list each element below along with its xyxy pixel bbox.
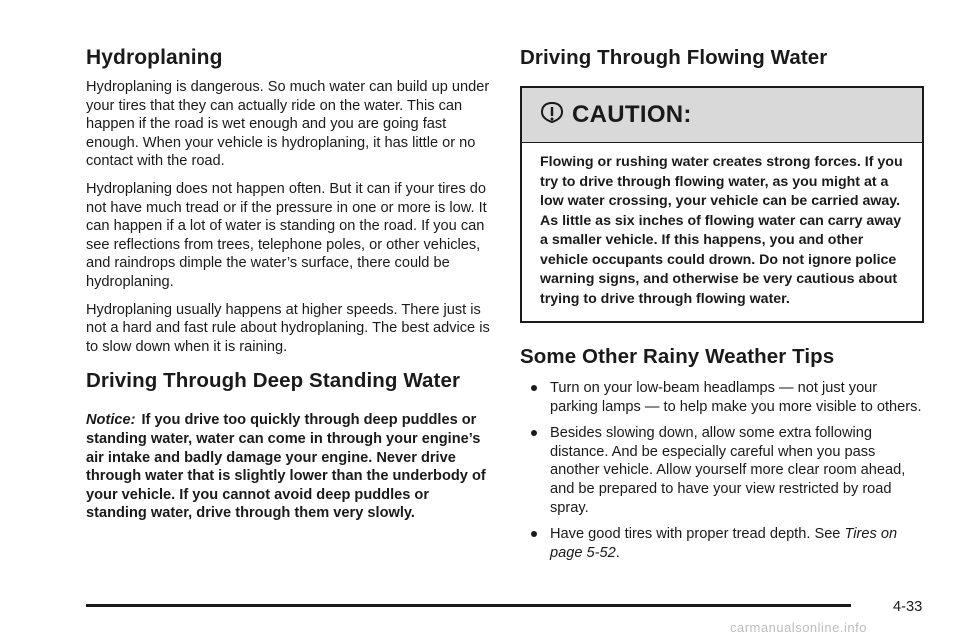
caution-header — [522, 88, 922, 143]
bullet-icon — [531, 531, 537, 537]
rainy-tips-list — [520, 379, 924, 562]
notice-label: Notice: — [86, 412, 136, 429]
page-number: 4-33 — [893, 599, 923, 615]
hydroplaning-heading: Hydroplaning — [86, 46, 223, 69]
deep-water-notice — [86, 411, 491, 523]
bullet-icon — [531, 385, 537, 391]
list-item: Have good tires with proper tread depth. See Tires on page 5-52. — [520, 525, 924, 562]
list-item: Turn on your low-beam headlamps — not just your parking lamps — to help make you more visible to others. — [520, 379, 924, 416]
caution-bracket-icon — [540, 101, 564, 129]
caution-text: Flowing or rushing water creates strong forces. If you try to drive through flowing water, as you might at a low water crossing, your vehicle can be carried away. As little as six inches of flowing water can carry away a smaller vehicle. If this happens, you and other vehicle occupants could drown. Do not ignore police warning signs, and otherwise be very cautious about trying to drive through flowing water. — [540, 154, 903, 307]
hydroplaning-paragraph-2: Hydroplaning does not happen often. But it can if your tires do not have much tread or if the pressure in one or more is low. It can happen if a lot of water is standing on the road. If you can see reflections from trees, telephone poles, or other vehicles, and raindrops dimple the water’s surface, there could be hydroplaning. — [86, 180, 487, 290]
flowing-water-heading: Driving Through Flowing Water — [520, 46, 828, 69]
left-column — [86, 44, 491, 523]
rainy-tips-heading: Some Other Rainy Weather Tips — [520, 345, 835, 368]
tires-page-link[interactable]: Tires on page 5-52 — [550, 526, 898, 561]
notice-text: If you drive too quickly through deep puddles or standing water, water can come in through your engine’s air intake and badly damage your engine. Never drive through water that is slightly lower than the underbody of your vehicle. If you cannot avoid deep puddles or standing water, drive through them very slowly. — [86, 412, 486, 522]
right-column — [520, 44, 924, 570]
watermark: carmanualsonline.info — [730, 620, 867, 635]
deep-water-heading: Driving Through Deep Standing Water — [86, 369, 461, 393]
caution-title: CAUTION: — [572, 101, 692, 128]
footer-divider — [86, 604, 851, 607]
caution-box — [520, 86, 924, 323]
bullet-icon — [531, 430, 537, 436]
list-item: Besides slowing down, allow some extra following distance. And be especially careful when you pass another vehicle. Allow yourself more clear room ahead, and be prepared to have your view restricted by road spray. — [520, 424, 924, 517]
hydroplaning-paragraph-3: Hydroplaning usually happens at higher speeds. There just is not a hard and fast rule about hydroplaning. The best advice is to slow down when it is raining. — [86, 301, 490, 355]
hydroplaning-paragraph-1: Hydroplaning is dangerous. So much water can build up under your tires that they can actually ride on the water. This can happen if the road is wet enough and you are going fast enough. When your vehicle is hydroplaning, it has little or no contact with the road. — [86, 79, 490, 170]
